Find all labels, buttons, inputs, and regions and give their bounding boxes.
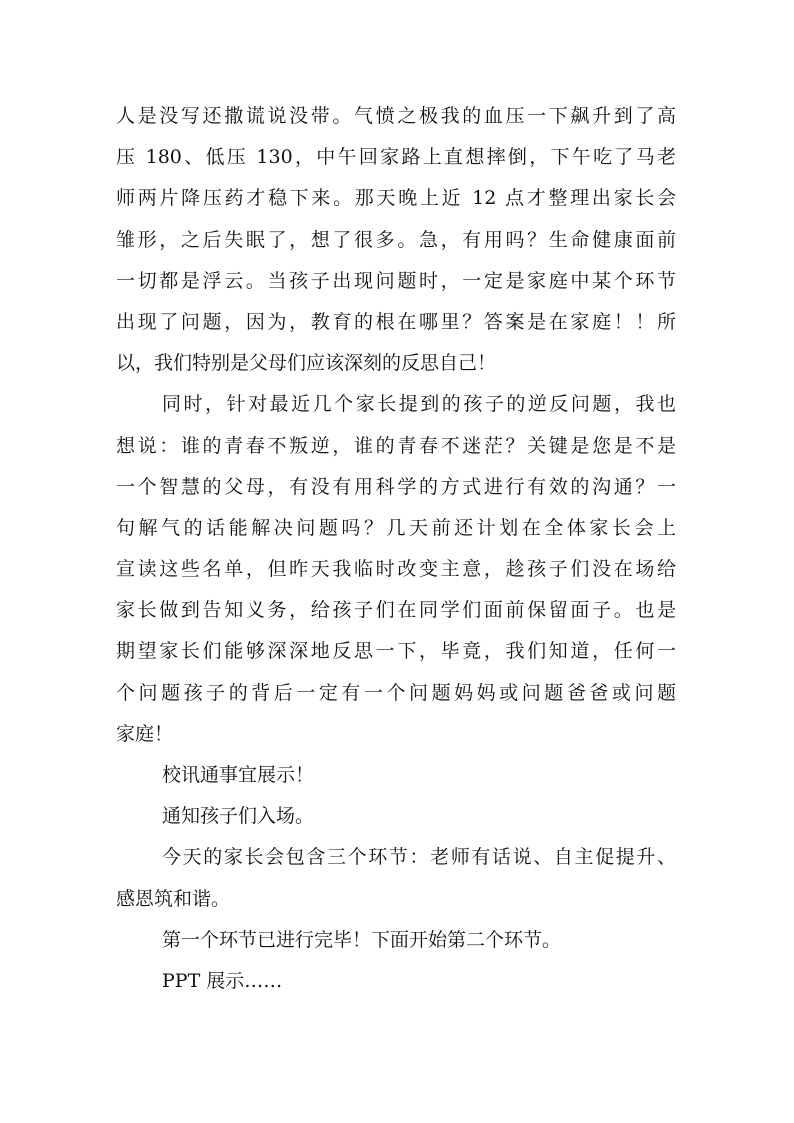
text-line: 家长做到告知义务，给孩子们在同学们面前保留面子。也是	[116, 599, 676, 622]
text-line: 人是没写还撒谎说没带。气愤之极我的血压一下飙升到了高	[116, 105, 676, 127]
text-line: 家庭！	[116, 722, 174, 745]
text-line: 以，我们特别是父母们应该深刻的反思自己！	[116, 352, 497, 375]
text-line: 一个智慧的父母，有没有用科学的方式进行有效的沟通？一	[116, 475, 676, 498]
text-line: 句解气的话能解决问题吗？几天前还计划在全体家长会上	[116, 516, 676, 539]
paragraph-line: PPT 展示……	[162, 969, 283, 992]
paragraph-line: 第一个环节已进行完毕！下面开始第二个环节。	[162, 928, 562, 951]
text-line: 期望家长们能够深深地反思一下，毕竟，我们知道，任何一	[116, 640, 676, 663]
paragraph-first-line: 同时，针对最近几个家长提到的孩子的逆反问题，我也	[162, 393, 676, 416]
document-body	[116, 96, 676, 1002]
text-line: 个问题孩子的背后一定有一个问题妈妈或问题爸爸或问题	[116, 681, 676, 704]
text-line: 出现了问题，因为，教育的根在哪里？答案是在家庭！！所	[116, 310, 676, 333]
text-line: 想说：谁的青春不叛逆，谁的青春不迷茫？关键是您是不是	[116, 434, 676, 457]
text-line: 一切都是浮云。当孩子出现问题时，一定是家庭中某个环节	[116, 269, 676, 292]
text-line: 压 180、低压 130，中午回家路上直想摔倒，下午吃了马老	[116, 146, 676, 169]
paragraph-first-line: 今天的家长会包含三个环节：老师有话说、自主促提升、	[162, 846, 676, 869]
text-line: 师两片降压药才稳下来。那天晚上近 12 点才整理出家长会	[116, 187, 676, 210]
paragraph-line: 通知孩子们入场。	[162, 805, 315, 828]
text-line: 雏形，之后失眠了，想了很多。急，有用吗？生命健康面前	[116, 228, 676, 251]
paragraph-line: 校讯通事宜展示！	[162, 764, 315, 786]
text-line: 感恩筑和谐。	[116, 887, 231, 910]
text-line: 宣读这些名单，但昨天我临时改变主意，趁孩子们没在场给	[116, 558, 676, 581]
